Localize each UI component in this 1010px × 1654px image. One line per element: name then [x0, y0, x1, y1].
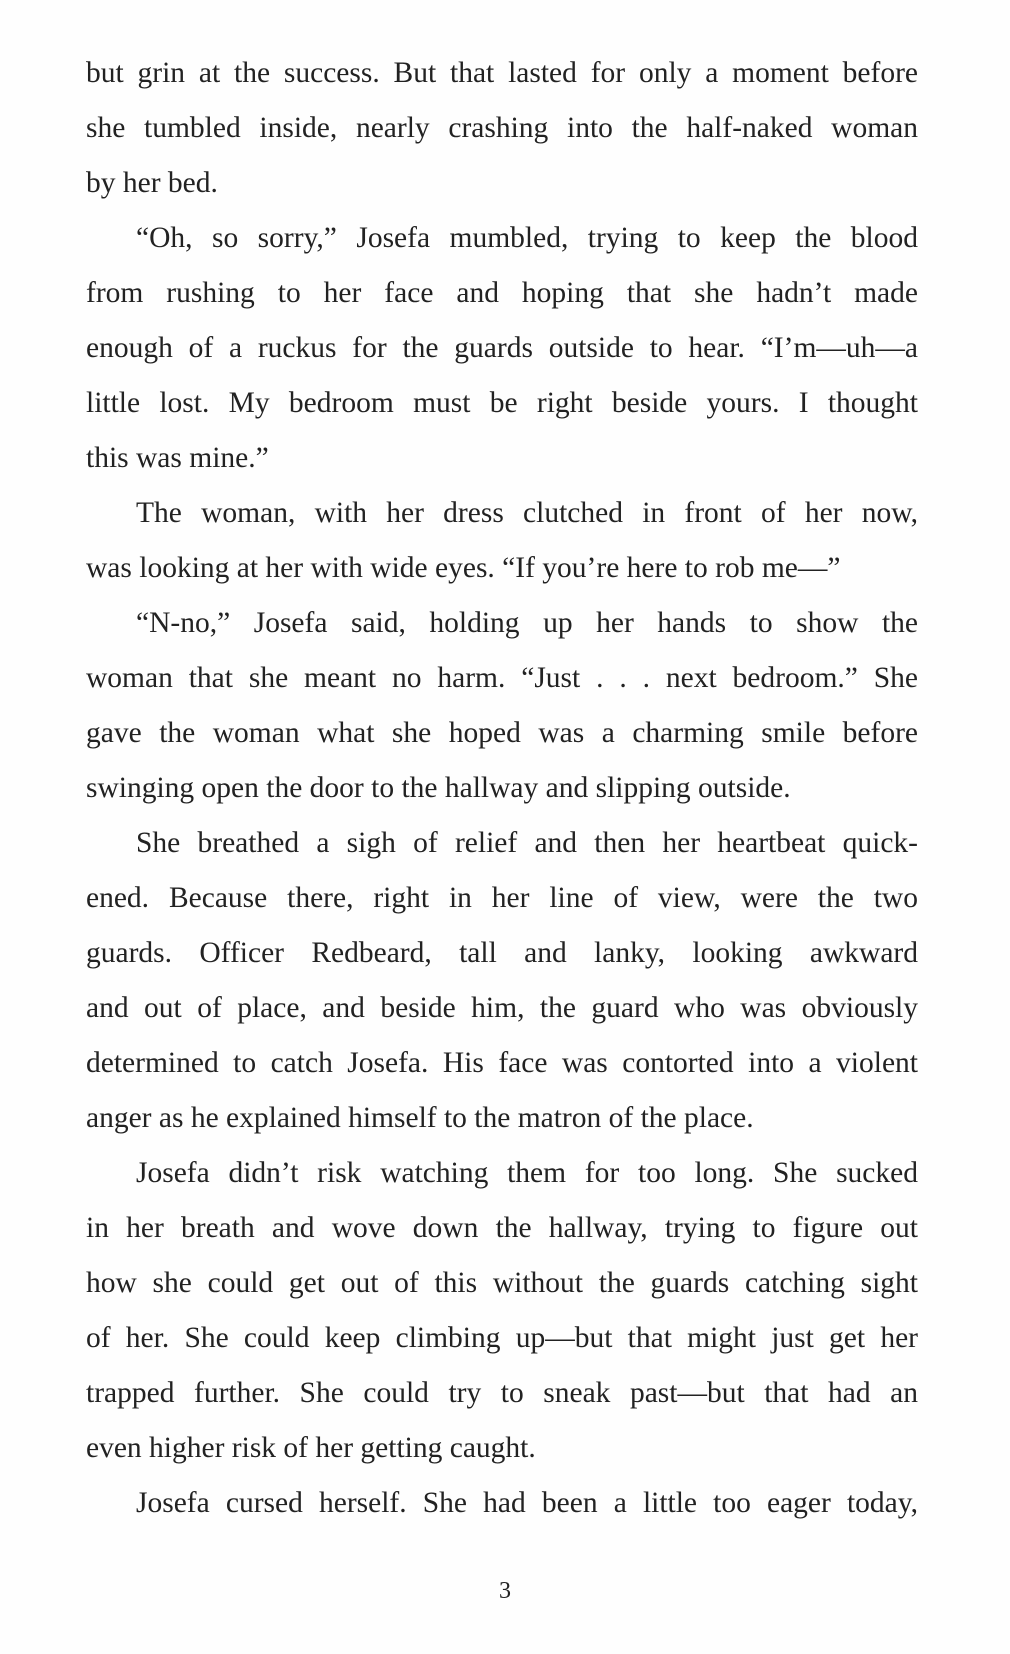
text-line: this was mine.”	[86, 442, 269, 474]
text-line: was looking at her with wide eyes. “If you’re here to rob me—”	[86, 552, 841, 584]
text-line: guards. Officer Redbeard, tall and lanky, looking awkward	[86, 937, 918, 969]
text-line: from rushing to her face and hoping that she hadn’t made	[86, 277, 918, 309]
text-line: she tumbled inside, nearly crashing into the half-naked woman	[86, 112, 918, 144]
text-line: of her. She could keep climbing up—but that might just get her	[86, 1322, 918, 1354]
text-line: enough of a ruckus for the guards outside to hear. “I’m—uh—a	[86, 332, 918, 364]
text-line: anger as he explained himself to the matron of the place.	[86, 1102, 754, 1134]
text-line: ened. Because there, right in her line of view, were the two	[86, 882, 918, 914]
text-line: by her bed.	[86, 167, 218, 199]
text-line: how she could get out of this without the guards catching sight	[86, 1267, 918, 1299]
text-line: “N-no,” Josefa said, holding up her hands to show the	[136, 607, 918, 639]
body-text	[86, 46, 918, 1531]
text-line: trapped further. She could try to sneak past—but that had an	[86, 1377, 918, 1409]
text-line: Josefa didn’t risk watching them for too long. She sucked	[136, 1157, 918, 1189]
text-line: woman that she meant no harm. “Just . . . next bedroom.” She	[86, 662, 918, 694]
text-line: gave the woman what she hoped was a charming smile before	[86, 717, 918, 749]
text-line: little lost. My bedroom must be right beside yours. I thought	[86, 387, 918, 419]
text-line: and out of place, and beside him, the guard who was obviously	[86, 992, 918, 1024]
text-line: even higher risk of her getting caught.	[86, 1432, 536, 1464]
text-line: but grin at the success. But that lasted for only a moment before	[86, 57, 918, 89]
page-number: 3	[499, 1578, 511, 1604]
text-line: “Oh, so sorry,” Josefa mumbled, trying to keep the blood	[136, 222, 918, 254]
text-line: determined to catch Josefa. His face was contorted into a violent	[86, 1047, 918, 1079]
text-line: swinging open the door to the hallway and slipping outside.	[86, 772, 791, 804]
text-line: She breathed a sigh of relief and then her heartbeat quick-	[136, 827, 918, 859]
text-line: The woman, with her dress clutched in front of her now,	[136, 497, 918, 529]
text-line: in her breath and wove down the hallway, trying to figure out	[86, 1212, 918, 1244]
text-line: Josefa cursed herself. She had been a little too eager today,	[136, 1487, 918, 1519]
